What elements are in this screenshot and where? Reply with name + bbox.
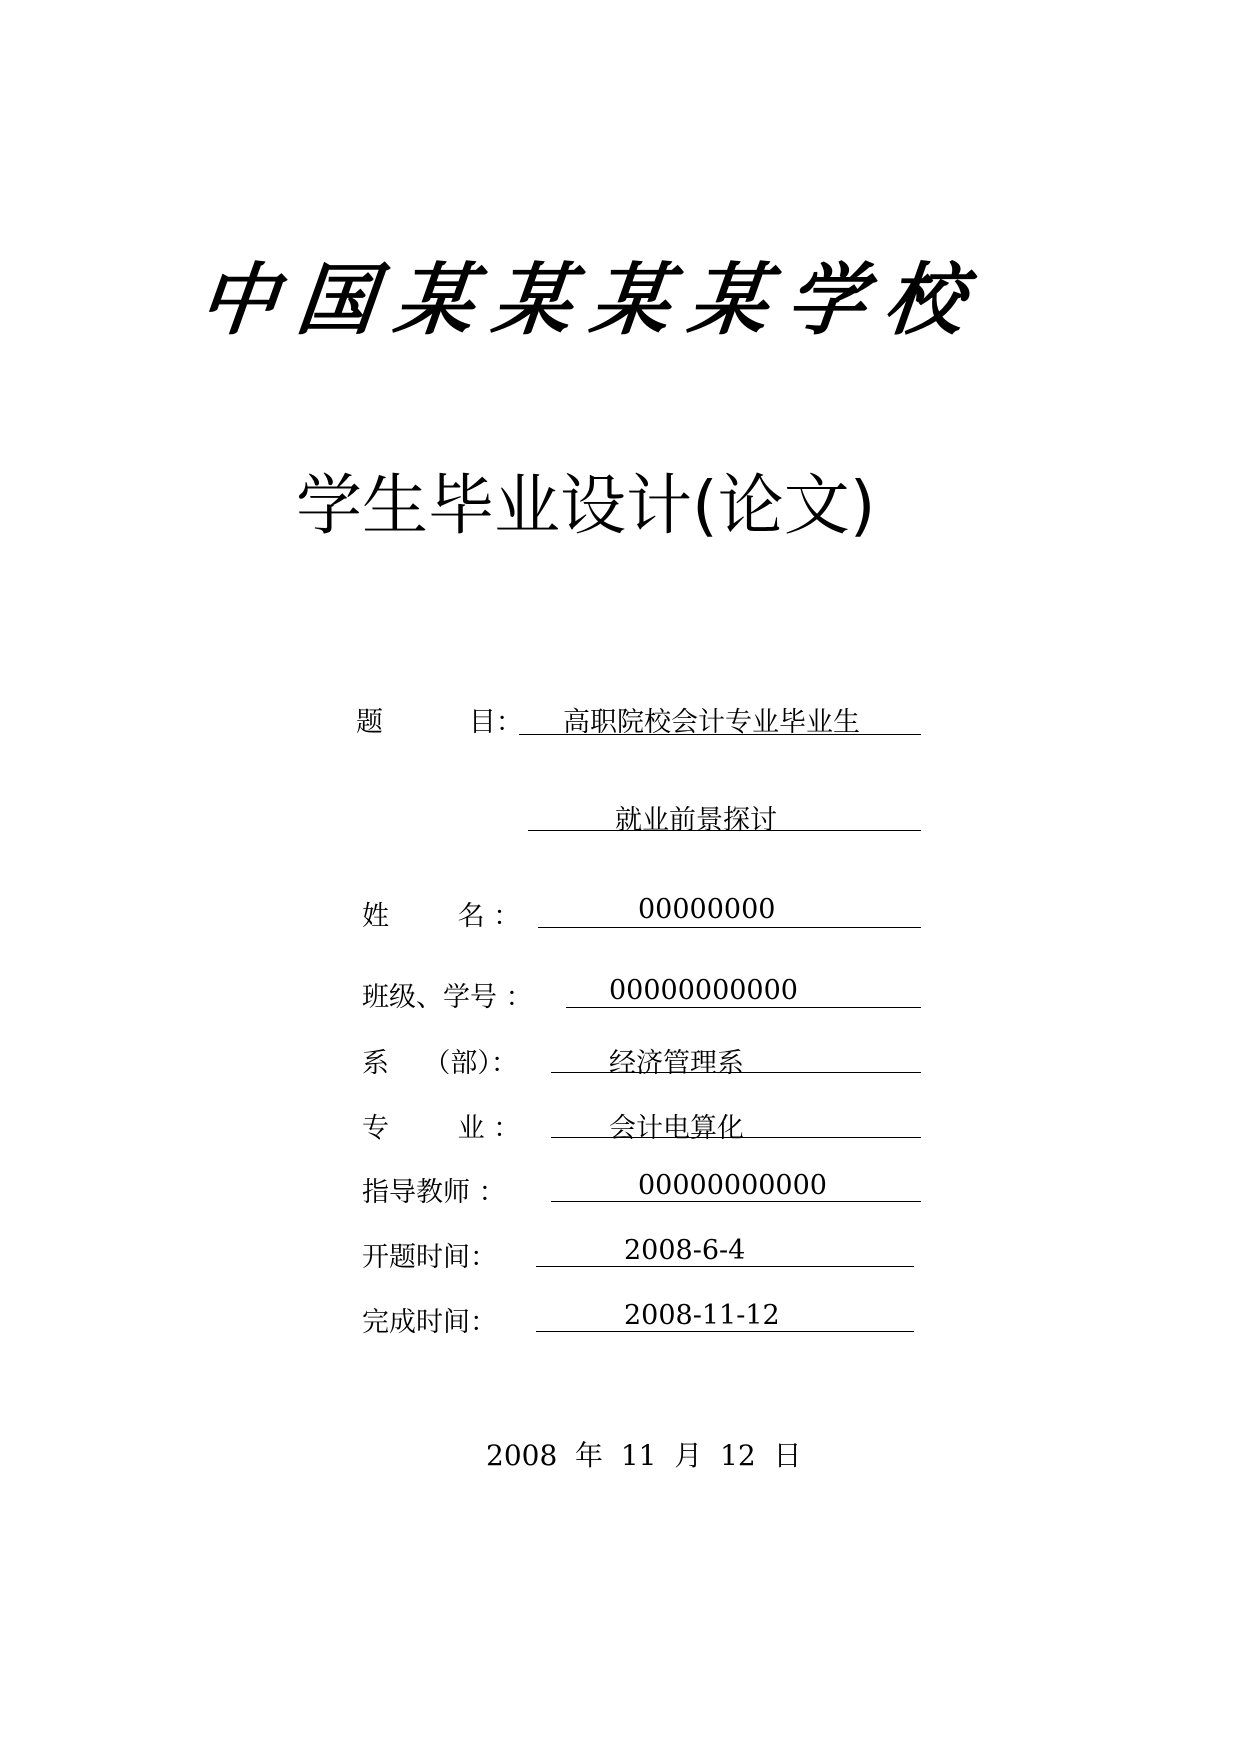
finish-date-underline	[536, 1331, 914, 1332]
title-value-line1: 高职院校会计专业毕业生	[563, 707, 860, 738]
advisor-label: 指导教师 ：	[362, 1177, 506, 1208]
department-label: 系 （部）：	[362, 1048, 518, 1079]
class-id-underline	[566, 1007, 921, 1008]
document-type-title: 学生毕业设计(论文)	[296, 467, 876, 544]
footer-date: 2008 年 11 月 12 日	[486, 1439, 802, 1472]
advisor-underline	[551, 1201, 921, 1202]
major-label: 专 业 ：	[362, 1113, 521, 1144]
title-label: 题 目：	[356, 707, 523, 738]
major-underline	[551, 1137, 921, 1138]
department-value: 经济管理系	[609, 1048, 744, 1079]
finish-date-label: 完成时间：	[362, 1307, 497, 1338]
class-id-label: 班级、学号 ：	[362, 982, 533, 1013]
title-underline-2	[528, 830, 921, 831]
finish-date-value: 2008-11-12	[624, 1300, 780, 1331]
major-value: 会计电算化	[609, 1113, 744, 1144]
start-date-value: 2008-6-4	[624, 1235, 746, 1266]
title-underline-1	[519, 734, 921, 735]
department-underline	[551, 1072, 921, 1073]
name-value: 00000000	[638, 894, 776, 925]
name-underline	[538, 927, 921, 928]
advisor-value: 00000000000	[638, 1170, 827, 1201]
name-label: 姓 名 ：	[362, 901, 521, 932]
school-name: 中国某某某某学校	[194, 255, 989, 346]
start-date-underline	[536, 1266, 914, 1267]
title-value-line2: 就业前景探讨	[615, 805, 777, 836]
class-id-value: 00000000000	[609, 975, 798, 1006]
start-date-label: 开题时间：	[362, 1242, 497, 1273]
